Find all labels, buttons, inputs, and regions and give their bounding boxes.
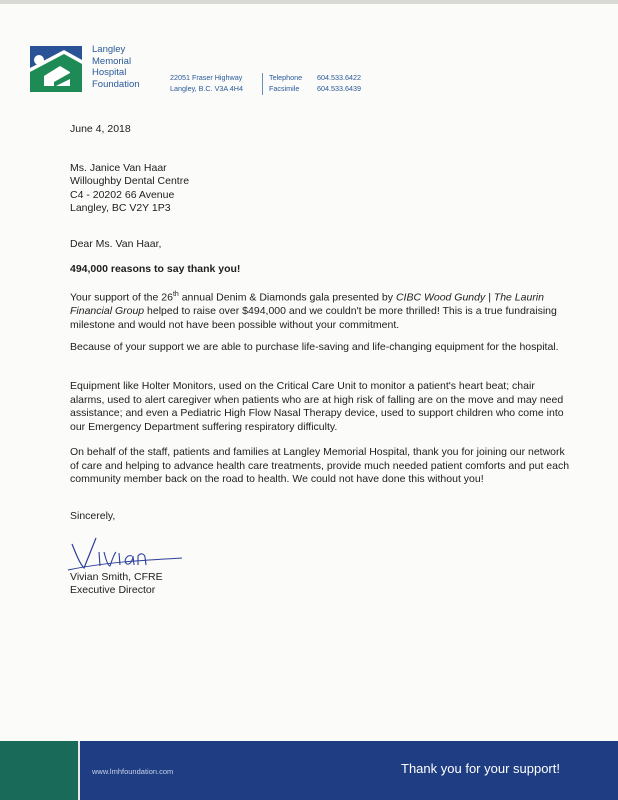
org-name xyxy=(92,44,140,90)
org-address xyxy=(170,73,243,94)
paragraph-1 xyxy=(70,288,570,332)
paragraph-2: Because of your support we are able to purchase life-saving and life-changing equipment for the hospital. xyxy=(70,341,559,353)
signature xyxy=(66,526,186,576)
letter-date: June 4, 2018 xyxy=(70,123,131,135)
footer-website: www.lmhfoundation.com xyxy=(92,767,174,776)
letter-headline: 494,000 reasons to say thank you! xyxy=(70,263,241,275)
recipient-line: Langley, BC V2Y 1P3 xyxy=(70,201,171,214)
p1-text: annual Denim & Diamonds gala presented by xyxy=(178,291,396,304)
footer-thank-you: Thank you for your support! xyxy=(401,761,560,776)
foundation-logo-icon xyxy=(30,46,82,92)
org-name-line: Foundation xyxy=(92,78,140,90)
signer-block xyxy=(70,571,163,598)
org-name-line: Langley xyxy=(92,44,126,55)
signer-name: Vivian Smith, CFRE xyxy=(70,571,163,583)
paragraph-4: On behalf of the staff, patients and families at Langley Memorial Hospital, thank you for joining our network of care and helping to advance health care treatments, provide much needed patient comforts and put each community member back on the road to health. We could not have done this without you! xyxy=(70,446,570,485)
org-name-line: Memorial xyxy=(92,55,132,67)
recipient-address xyxy=(70,162,189,215)
salutation: Dear Ms. Van Haar, xyxy=(70,238,162,250)
org-contact xyxy=(269,73,361,94)
footer-divider xyxy=(78,741,80,800)
recipient-line: Willoughby Dental Centre xyxy=(70,175,190,188)
footer-accent xyxy=(0,741,78,800)
page-top-edge xyxy=(0,0,618,4)
signer-title: Executive Director xyxy=(70,584,156,597)
footer-bar xyxy=(0,741,618,800)
org-name-line: Hospital xyxy=(92,67,127,78)
closing: Sincerely, xyxy=(70,510,116,522)
address-line: 22051 Fraser Highway xyxy=(170,73,243,82)
p1-ordinal: th xyxy=(172,291,179,298)
fax-label: Facsimile xyxy=(269,83,300,93)
p1-sponsor: CIBC Wood Gundy | The Laurin Financial Group xyxy=(70,291,544,317)
phone-value: 604.533.6422 xyxy=(317,73,361,82)
p1-text: helped to raise over $494,000 and we couldn't be more thrilled! This is a true fundraising milestone and would not have been possible without your commitment. xyxy=(70,305,557,331)
letterhead-divider xyxy=(262,73,263,95)
paragraph-3: Equipment like Holter Monitors, used on the Critical Care Unit to monitor a patient's heart beat; chair alarms, used to alert caregiver when patients who are at high risk of falling are on the move and may need assistance; and even a Pediatric High Flow Nasal Therapy device, used to support children who come into our Emergency Department suffering respiratory difficulty. xyxy=(70,380,564,433)
recipient-line: C4 - 20202 66 Avenue xyxy=(70,188,175,201)
address-line: Langley, B.C. V3A 4H4 xyxy=(170,83,243,93)
recipient-line: Ms. Janice Van Haar xyxy=(70,162,167,174)
p1-text: Your support of the 26 xyxy=(70,291,173,304)
fax-value: 604.533.6439 xyxy=(317,83,361,93)
phone-label: Telephone xyxy=(269,73,303,82)
